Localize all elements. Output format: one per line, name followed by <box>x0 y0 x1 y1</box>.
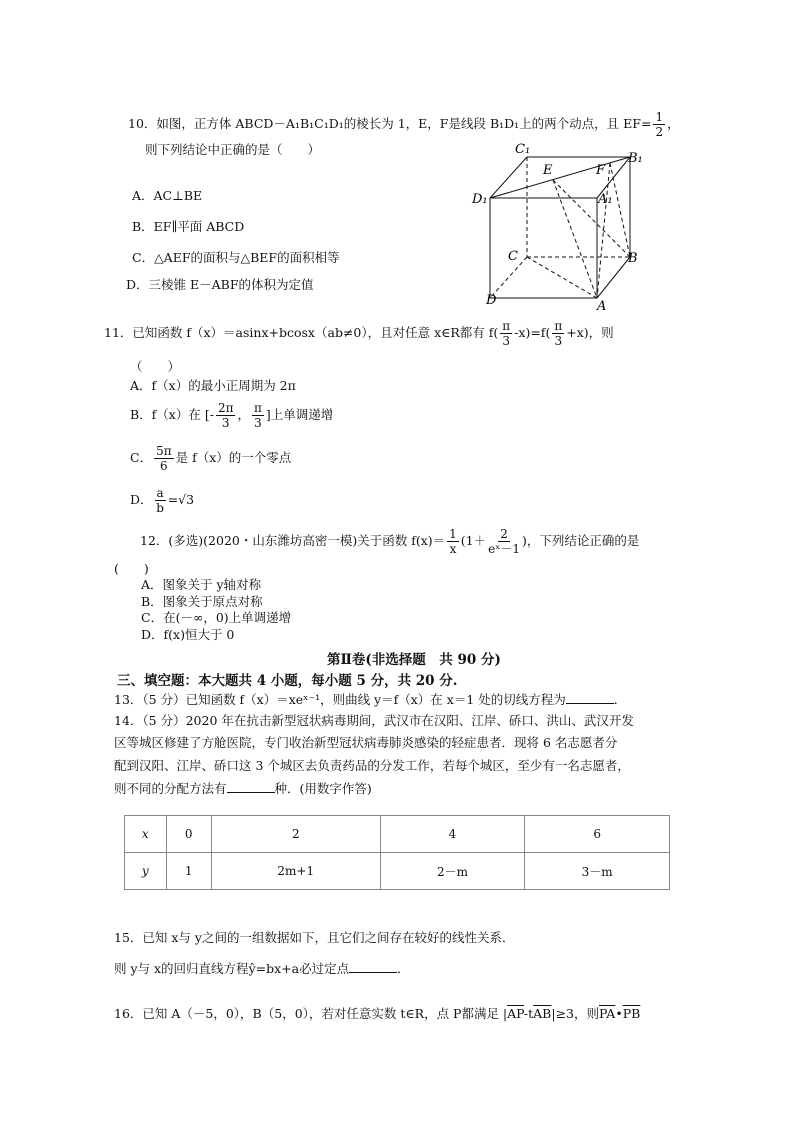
vector-pa: $\overline{PA}$ <box>599 1006 616 1021</box>
text: ． <box>397 961 410 976</box>
data-table <box>124 815 670 890</box>
denominator: eˣ－1 <box>488 542 520 556</box>
text: (1＋ <box>460 533 487 548</box>
label-b: B <box>628 251 638 266</box>
label-e: E <box>543 163 553 178</box>
numerator: π <box>554 319 563 333</box>
table-row <box>125 853 670 890</box>
q11-stem-text: 11．已知函数 f（x）＝asinx+bcosx（ab≠0），且对任意 x∈R都有 f( <box>104 325 499 340</box>
text: 12．(多选)(2020・山东潍坊高密一模)关于函数 f(x)＝ <box>140 533 446 548</box>
q10-option-d: D．三棱锥 E－ABF的体积为定值 <box>126 277 314 292</box>
label-a: A <box>597 299 607 314</box>
label-d1: D₁ <box>472 192 488 207</box>
denominator: 3 <box>502 334 511 348</box>
q12-option-a: A．图象关于 y轴对称 <box>141 577 262 592</box>
regression-equation: ŷ=bx+a <box>248 961 300 976</box>
q10-stem-text: 10．如图，正方体 ABCD－A₁B₁C₁D₁的棱长为 1，E，F是线段 B₁D₁上的两个动点，且 EF= <box>128 116 652 131</box>
q10-stem2: 则下列结论中正确的是（ ） <box>145 142 321 157</box>
numerator: 1 <box>449 527 457 541</box>
denominator: 3 <box>554 334 563 348</box>
fraction <box>447 527 459 556</box>
q11-mid: -x)=f( <box>514 325 551 340</box>
denominator: 3 <box>221 416 230 430</box>
numerator: 1 <box>655 110 664 124</box>
q12-option-c: C．在(－∞，0)上单调递增 <box>141 610 292 625</box>
table-cell: 4 <box>380 816 525 853</box>
fraction <box>488 527 520 556</box>
text: =√3 <box>167 492 195 507</box>
text: 必过定点 <box>299 961 350 976</box>
text: 16．已知 A（－5，0），B（5，0），若对任意实数 t∈R，点 P都满足 | <box>114 1006 508 1021</box>
q10-option-b: B．EF∥平面 ABCD <box>132 219 245 234</box>
fraction <box>216 401 236 430</box>
numerator: π <box>502 319 511 333</box>
label-c1: C₁ <box>515 142 531 157</box>
vector-ap: $\overline{AP}$ <box>507 1006 524 1021</box>
text: 13．（5 分）已知函数 f（x）＝xeˣ⁻¹，则曲线 y＝f（x）在 x＝1 处的切线方程为 <box>114 692 566 707</box>
label-c: C <box>508 249 518 264</box>
label-b1: B₁ <box>628 151 643 166</box>
fraction <box>155 486 166 515</box>
q14-line-1: 14．（5 分）2020 年在抗击新型冠状病毒期间，武汉市在汉阳、江岸、硚口、洪山、武汉开发 <box>114 713 634 728</box>
q14-line-2: 区等城区修建了方舱医院，专门收治新型冠状病毒肺炎感染的轻症患者．现将 6 名志愿者分 <box>114 735 618 750</box>
q13 <box>114 691 626 708</box>
numerator: 5π <box>156 444 172 458</box>
denominator: b <box>156 501 164 515</box>
text: |≥3，则 <box>551 1006 600 1021</box>
q11-stem <box>104 318 614 348</box>
section3-heading: 三、填空题：本大题共 4 小题，每小题 5 分，共 20 分. <box>117 673 458 689</box>
text: • <box>615 1006 623 1021</box>
denominator: x <box>449 542 457 556</box>
answer-blank[interactable] <box>227 780 275 793</box>
q14-line-4 <box>114 780 372 797</box>
text: 种．(用数字作答) <box>274 781 372 796</box>
vector-ab: $\overline{AB}$ <box>533 1006 552 1021</box>
table-row <box>125 816 670 853</box>
text: )，下列结论正确的是 <box>521 533 640 548</box>
q11-paren: （ ） <box>130 359 181 374</box>
table-cell: 2－m <box>380 853 525 890</box>
q15-line-2 <box>114 960 410 977</box>
fraction <box>552 319 564 348</box>
text: 则不同的分配方法有 <box>114 781 227 796</box>
q10-option-c: C．△AEF的面积与△BEF的面积相等 <box>132 250 340 265</box>
text: B．f（x）在 [- <box>130 407 214 422</box>
table-cell: x <box>125 816 167 853</box>
table-cell: 0 <box>166 816 211 853</box>
fraction <box>500 319 512 348</box>
table-cell: 1 <box>166 853 211 890</box>
denominator: 6 <box>160 459 168 473</box>
table-cell: 6 <box>525 816 670 853</box>
q10-stem: 10．如图，正方体 ABCD－A₁B₁C₁D₁的棱长为 1，E，F是线段 B₁D₁上的两个动点，且 EF= $\frac{1}{2}$ ， <box>128 110 680 139</box>
table-cell: 2m+1 <box>211 853 380 890</box>
q16 <box>114 1006 640 1022</box>
table-cell: 3－m <box>525 853 670 890</box>
q12-paren: ( ) <box>114 561 149 576</box>
answer-blank[interactable] <box>566 691 614 704</box>
answer-blank[interactable] <box>349 960 397 973</box>
q11-option-a: A．f（x）的最小正周期为 2π <box>130 378 296 393</box>
text: ． <box>613 692 627 707</box>
numerator: 2 <box>500 527 508 541</box>
q12-stem <box>140 526 639 556</box>
part2-title: 第Ⅱ卷(非选择题 共 90 分) <box>327 652 501 668</box>
denominator: 3 <box>254 416 262 430</box>
text: 是 f（x）的一个零点 <box>175 450 292 465</box>
numerator: π <box>253 401 262 415</box>
q11-option-c <box>130 443 291 473</box>
text: ]上单调递增 <box>265 407 334 422</box>
label-d: D <box>486 293 497 308</box>
q12-option-b: B．图象关于原点对称 <box>141 594 263 609</box>
cube-figure <box>460 135 660 315</box>
q11-end: +x)，则 <box>566 325 614 340</box>
q12-option-d: D．f(x)恒大于 0 <box>141 627 235 642</box>
text: -t <box>523 1006 534 1021</box>
text: D． <box>130 492 153 507</box>
label-a1: A₁ <box>598 192 613 207</box>
fraction <box>252 401 264 430</box>
numerator: 2π <box>217 401 234 415</box>
numerator: a <box>156 486 164 500</box>
q15-line-1: 15．已知 x与 y之间的一组数据如下，且它们之间存在较好的线性关系． <box>114 930 515 945</box>
text: 则 y与 x的回归直线方程 <box>114 961 249 976</box>
table-cell: y <box>125 853 167 890</box>
text: ， <box>237 407 250 422</box>
denominator: 2 <box>655 125 664 139</box>
text: C． <box>130 450 153 465</box>
q10-option-a: A．AC⊥BE <box>132 188 203 203</box>
q11-option-d <box>130 485 194 515</box>
q11-option-b <box>130 400 333 430</box>
q14-line-3: 配到汉阳、江岸、硚口这 3 个城区去负责药品的分发工作，若每个城区，至少有一名志愿者， <box>114 758 630 773</box>
table-cell: 2 <box>211 816 380 853</box>
fraction <box>154 444 174 473</box>
label-f: F <box>596 163 606 178</box>
front-face <box>490 198 597 298</box>
vector-pb: $\overline{PB}$ <box>622 1006 641 1021</box>
